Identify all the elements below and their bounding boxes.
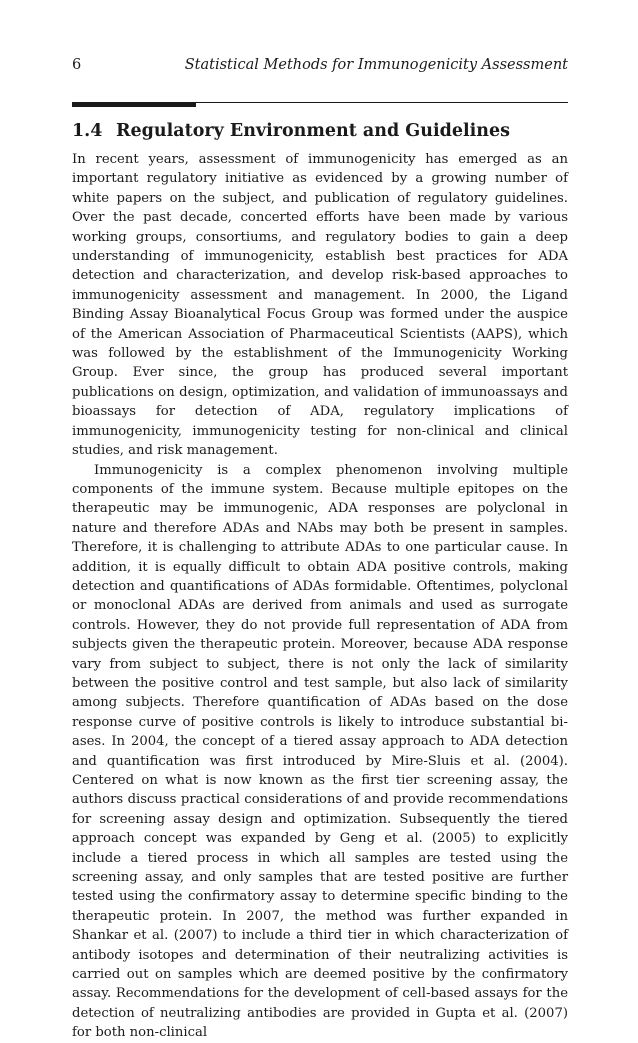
section-heading: [72, 121, 568, 141]
header-rule-thick: [72, 102, 196, 107]
body-text: [72, 150, 568, 1043]
running-title: Statistical Methods for Immunogenicity Assessment: [184, 57, 568, 73]
section-title: Regulatory Environment and Guidelines: [116, 121, 510, 141]
section-number: 1.4: [72, 121, 103, 141]
page-number: 6: [72, 57, 82, 73]
header-rule-thin: [196, 102, 568, 103]
paragraph-1: In recent years, assessment of immunogenicity has emerged as an important regulatory initiative as evidenced by a growing number of white papers on the subject, and publication of regulatory guidelines. Over the past decade, concerted efforts have been made by various working groups, consortiums, and regulatory bodies to gain a deep understanding of immunogenicity, establish best practices for ADA detection and characterization, and develop risk-based approaches to immunogenicity assessment and management. In 2000, the Ligand Binding Assay Bioanalytical Focus Group was formed under the auspice of the American Association of Pharmaceutical Scientists (AAPS), which was followed by the establishment of the Immunogenicity Working Group. Ever since, the group has produced several important publications on design, optimization, and validation of immunoassays and bioassays for detection of ADA, regulatory implications of immunogenicity, immunogenicity testing for non-clinical and clinical studies, and risk management.: [72, 152, 568, 459]
paragraph-2: Immunogenicity is a complex phenomenon involving multiple components of the immune system. Because multiple epitopes on the therapeutic may be immunogenic, ADA responses are polyclonal in nature and therefore ADAs and NAbs may both be present in samples. Therefore, it is challenging to attribute ADAs to one particular cause. In addition, it is equally difficult to obtain ADA positive controls, making detection and quantifications of ADAs formidable. Oftentimes, polyclonal or monoclonal ADAs are derived from animals and used as surrogate controls. However, they do not provide full representation of ADA from subjects given the therapeutic protein. Moreover, because ADA response vary from subject to subject, there is not only the lack of similarity between the positive control and test sample, but also lack of similarity among subjects. Therefore quantification of ADAs based on the dose response curve of positive controls is likely to introduce substantial biases. In 2004, the concept of a tiered assay approach to ADA detection and quantification was first introduced by Mire-Sluis et al. (2004). Centered on what is now known as the first tier screening assay, the authors discuss practical considerations of and provide recommendations for screening assay design and optimization. Subsequently the tiered approach concept was expanded by Geng et al. (2005) to explicitly include a tiered process in which all samples are tested using the screening assay, and only samples that are tested positive are further tested using the confirmatory assay to determine specific binding to the therapeutic protein. In 2007, the method was further expanded in Shankar et al. (2007) to include a third tier in which characterization of antibody isotopes and determination of their neutralizing activities is carried out on samples which are deemed positive by the confirmatory assay. Recommendations for the development of cell-based assays for the detection of neutralizing antibodies are provided in Gupta et al. (2007) for both non-clinical: [72, 462, 568, 1041]
page-header: [72, 57, 568, 79]
